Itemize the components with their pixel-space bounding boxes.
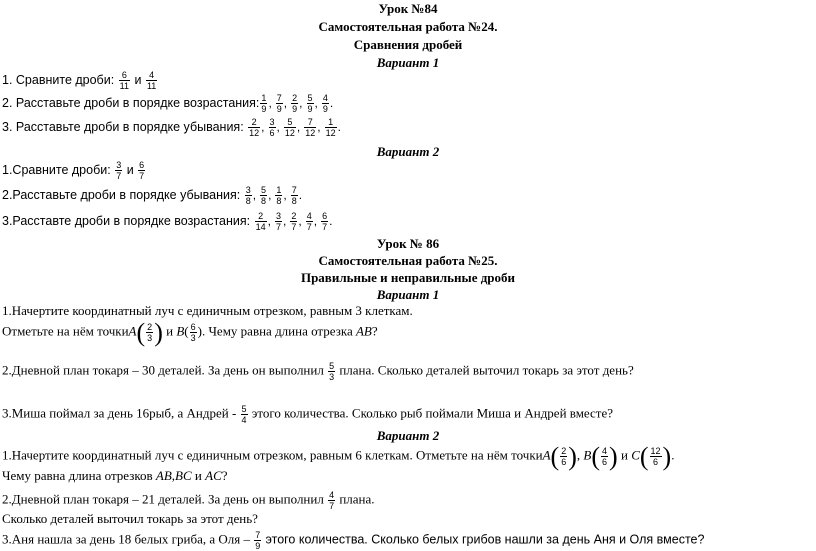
lesson84-topic: Сравнения дробей bbox=[353, 37, 463, 52]
fraction: $\frac{7}{9}$ bbox=[255, 530, 261, 551]
lesson84-work: Самостоятельная работа №24. bbox=[318, 19, 498, 34]
l84-v1-task1: 1. Сравните дроби: $\frac{6}{11}$ и $\frac{4}{11}$ bbox=[2, 70, 157, 91]
l86-v2-task2: 2.Дневной план токаря – 21 деталей. За день он выполнил $\frac{4}{7}$ плана. bbox=[2, 490, 375, 511]
fraction: $\frac{3}{7}$ bbox=[116, 160, 122, 181]
l86-v2-task2-line2: Сколько деталей выточил токарь за этот день? bbox=[2, 511, 258, 526]
fraction: $\frac{2}{12}$ bbox=[249, 117, 260, 138]
fraction: $\frac{4}{7}$ bbox=[306, 211, 312, 232]
fraction: $\frac{6}{11}$ bbox=[119, 70, 130, 91]
lesson84-title: Урок №84 bbox=[378, 1, 438, 16]
fraction: $\frac{12}{6}$ bbox=[650, 446, 661, 467]
fraction: $\frac{4}{11}$ bbox=[146, 70, 157, 91]
fraction: $\frac{5}{9}$ bbox=[307, 93, 313, 114]
fraction: $\frac{6}{7}$ bbox=[322, 211, 328, 232]
l86-v1-task1-line1: 1.Начертите координатный луч с единичным отрезком, равным 3 клеткам. bbox=[2, 303, 413, 318]
l84-v2-task2: 2.Расставьте дроби в порядке убывания: $\frac{3}{8}$ , $\frac{5}{8}$ , $\frac{1}{8}$ , $\frac{7}{8}$ . bbox=[2, 185, 303, 206]
lesson86-topic: Правильные и неправильные дроби bbox=[300, 270, 516, 285]
fraction: $\frac{5}{8}$ bbox=[261, 185, 267, 206]
fraction: $\frac{6}{7}$ bbox=[139, 160, 145, 181]
fraction: $\frac{7}{8}$ bbox=[291, 185, 297, 206]
l86-v1-task2: 2.Дневной план токаря – 30 деталей. За день он выполнил $\frac{5}{3}$ плана. Сколько деталей выточил токарь за этот день? bbox=[2, 361, 634, 382]
l86-v2-task1-line2: Чему равна длина отрезков AB,BC и AC? bbox=[2, 468, 228, 483]
fraction: $\frac{2}{9}$ bbox=[292, 93, 298, 114]
fraction: $\frac{3}{6}$ bbox=[269, 117, 275, 138]
fraction: $\frac{2}{6}$ bbox=[561, 446, 567, 467]
lesson84-variant1-label: Вариант 1 bbox=[376, 55, 440, 70]
fraction: $\frac{2}{7}$ bbox=[291, 211, 297, 232]
fraction: $\frac{4}{9}$ bbox=[322, 93, 328, 114]
fraction: $\frac{3}{7}$ bbox=[275, 211, 281, 232]
lesson86-variant2-label: Вариант 2 bbox=[376, 428, 440, 443]
fraction: $\frac{5}{4}$ bbox=[241, 404, 247, 425]
l86-v1-task3: 3.Миша поймал за день 16рыб, а Андрей - $\frac{5}{4}$ этого количества. Сколько рыб поймали Миша и Андрей вместе? bbox=[2, 404, 614, 425]
l84-v1-task2: 2. Расставьте дроби в порядке возрастания: $\frac{1}{9}$ , $\frac{7}{9}$ , $\frac{2}{9}$ , $\frac{5}{9}$ , $\frac{4}{9}$ . bbox=[2, 93, 334, 114]
fraction: $\frac{4}{7}$ bbox=[329, 490, 335, 511]
lesson86-title: Урок № 86 bbox=[376, 236, 440, 251]
fraction: $\frac{4}{6}$ bbox=[602, 446, 608, 467]
fraction: $\frac{3}{8}$ bbox=[245, 185, 251, 206]
l86-v2-task1-line1: 1.Начертите координатный луч с единичным отрезком, равным 6 клеткам. Отметьте на нём точкиA( $\frac{2}{6}$ ), B( $\frac{4}{6}$ ) и C( $\frac{12}{6}$ ). bbox=[2, 442, 675, 471]
fraction: $\frac{1}{8}$ bbox=[276, 185, 282, 206]
l84-v2-task1: 1.Сравните дроби: $\frac{3}{7}$ и $\frac{6}{7}$ bbox=[2, 160, 145, 181]
fraction: $\frac{7}{12}$ bbox=[305, 117, 316, 138]
fraction: $\frac{6}{3}$ bbox=[190, 322, 196, 343]
fraction: $\frac{1}{12}$ bbox=[325, 117, 336, 138]
fraction: $\frac{5}{12}$ bbox=[284, 117, 295, 138]
l86-v2-task3: 3.Аня нашла за день 18 белых гриба, а Оля – $\frac{7}{9}$ этого количества. Сколько белых грибов нашли за день Аня и Оля вместе? bbox=[2, 530, 705, 551]
l84-v1-task3: 3. Расставьте дроби в порядке убывания: $\frac{2}{12}$ , $\frac{3}{6}$ , $\frac{5}{12}$ , $\frac{7}{12}$ , $\frac{1}{12}$ . bbox=[2, 117, 341, 138]
fraction: $\frac{2}{14}$ bbox=[255, 211, 266, 232]
fraction: $\frac{7}{9}$ bbox=[276, 93, 282, 114]
lesson86-work: Самостоятельная работа №25. bbox=[318, 253, 498, 268]
l84-v2-task3: 3.Расставте дроби в порядке возрастания: $\frac{2}{14}$ , $\frac{3}{7}$ , $\frac{2}{7}$ , $\frac{4}{7}$ , $\frac{6}{7}$ . bbox=[2, 211, 333, 232]
lesson86-variant1-label: Вариант 1 bbox=[376, 287, 440, 302]
fraction: $\frac{5}{3}$ bbox=[329, 361, 335, 382]
fraction: $\frac{1}{9}$ bbox=[261, 93, 267, 114]
lesson84-variant2-label: Вариант 2 bbox=[376, 144, 440, 159]
fraction: $\frac{2}{3}$ bbox=[147, 322, 153, 343]
l86-v1-task1-line2: Отметьте на нём точкиA( $\frac{2}{3}$ ) и B( $\frac{6}{3}$ ). Чему равна длина отрезка AB? bbox=[2, 318, 378, 347]
